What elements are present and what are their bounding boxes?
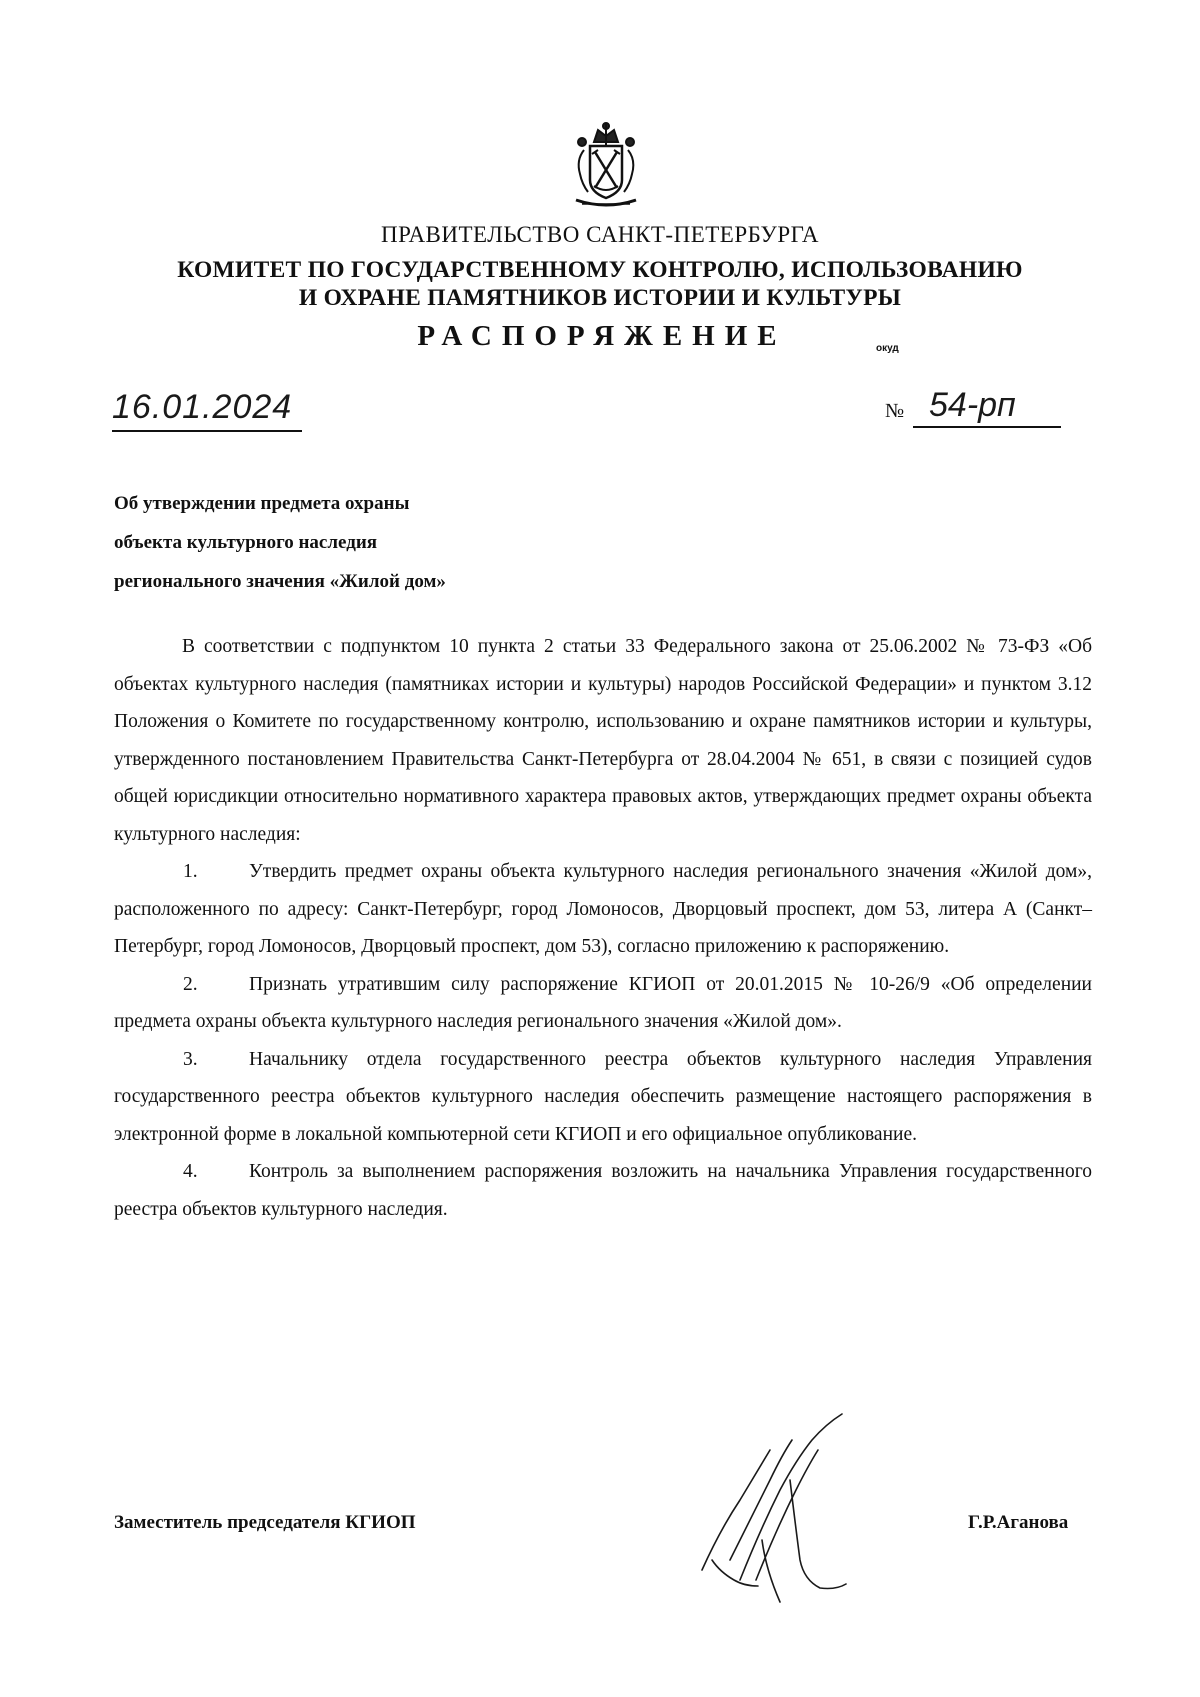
item-number: 1.	[183, 861, 198, 882]
signatory-name: Г.Р.Аганова	[968, 1512, 1069, 1533]
order-item	[114, 966, 1092, 1041]
subject-line1: Об утверждении предмета охраны	[114, 493, 410, 514]
government-heading: ПРАВИТЕЛЬСТВО САНКТ-ПЕТЕРБУРГА	[380, 222, 820, 247]
document-body	[114, 628, 1092, 1228]
handwritten-signature	[700, 1410, 850, 1610]
committee-heading-line1: КОМИТЕТ ПО ГОСУДАРСТВЕННОМУ КОНТРОЛЮ, ИСПОЛЬЗОВАНИЮ	[177, 257, 1023, 283]
item-text: Утвердить предмет охраны объекта культурного наследия регионального значения «Жилой дом», расположенного по адресу: Санкт-Петербург, город Ломоносов, Дворцовый проспект, дом 53, литера А (Санкт–Петербург, город Ломоносов, Дворцовый проспект, дом 53), согласно приложению к распоряжению.	[114, 861, 1092, 957]
number-label: №	[885, 400, 905, 422]
item-text: Начальнику отдела государственного реестра объектов культурного наследия Управления государственного реестра объектов культурного наследия обеспечить размещение настоящего распоряжения в электронной форме в локальной компьютерной сети КГИОП и его официальное опубликование.	[114, 1048, 1092, 1145]
subject-line3: регионального значения «Жилой дом»	[114, 571, 446, 592]
order-item	[114, 1153, 1092, 1228]
subject-line2: объекта культурного наследия	[114, 532, 378, 553]
document-subject	[114, 484, 674, 601]
document-date: 16.01.2024	[112, 384, 302, 432]
item-number: 2.	[183, 973, 198, 995]
order-item	[114, 853, 1092, 966]
item-number: 3.	[183, 1048, 198, 1070]
okud-label: окуд	[876, 343, 899, 354]
committee-heading	[0, 256, 1200, 312]
item-text: Контроль за выполнением распоряжения возложить на начальника Управления государственного реестра объектов культурного наследия.	[114, 1161, 1092, 1220]
preamble-paragraph: В соответствии с подпунктом 10 пункта 2 статьи 33 Федерального закона от 25.06.2002 № 73-ФЗ «Об объектах культурного наследия (памятниках истории и культуры) народов Российской Федерации» и пунктом 3.12 Положения о Комитете по государственному контролю, использованию и охране памятников истории и культуры, утвержденного постановлением Правительства Санкт-Петербурга от 28.04.2004 № 651, в связи с позицией судов общей юрисдикции относительно нормативного характера правовых актов, утверждающих предмет охраны объекта культурного наследия:	[114, 636, 1092, 845]
committee-heading-line2: И ОХРАНЕ ПАМЯТНИКОВ ИСТОРИИ И КУЛЬТУРЫ	[298, 285, 902, 311]
item-text: Признать утратившим силу распоряжение КГИОП от 20.01.2015 № 10-26/9 «Об определении предмета охраны объекта культурного наследия регионального значения «Жилой дом».	[114, 973, 1092, 1032]
order-item	[114, 1041, 1092, 1154]
signatory-position: Заместитель председателя КГИОП	[114, 1512, 416, 1533]
signature-row	[0, 1512, 1200, 1552]
document-type: РАСПОРЯЖЕНИЕ	[417, 320, 787, 352]
document-number: 54-рп	[913, 382, 1061, 428]
item-number: 4.	[183, 1161, 198, 1182]
coat-of-arms-icon	[562, 120, 650, 212]
